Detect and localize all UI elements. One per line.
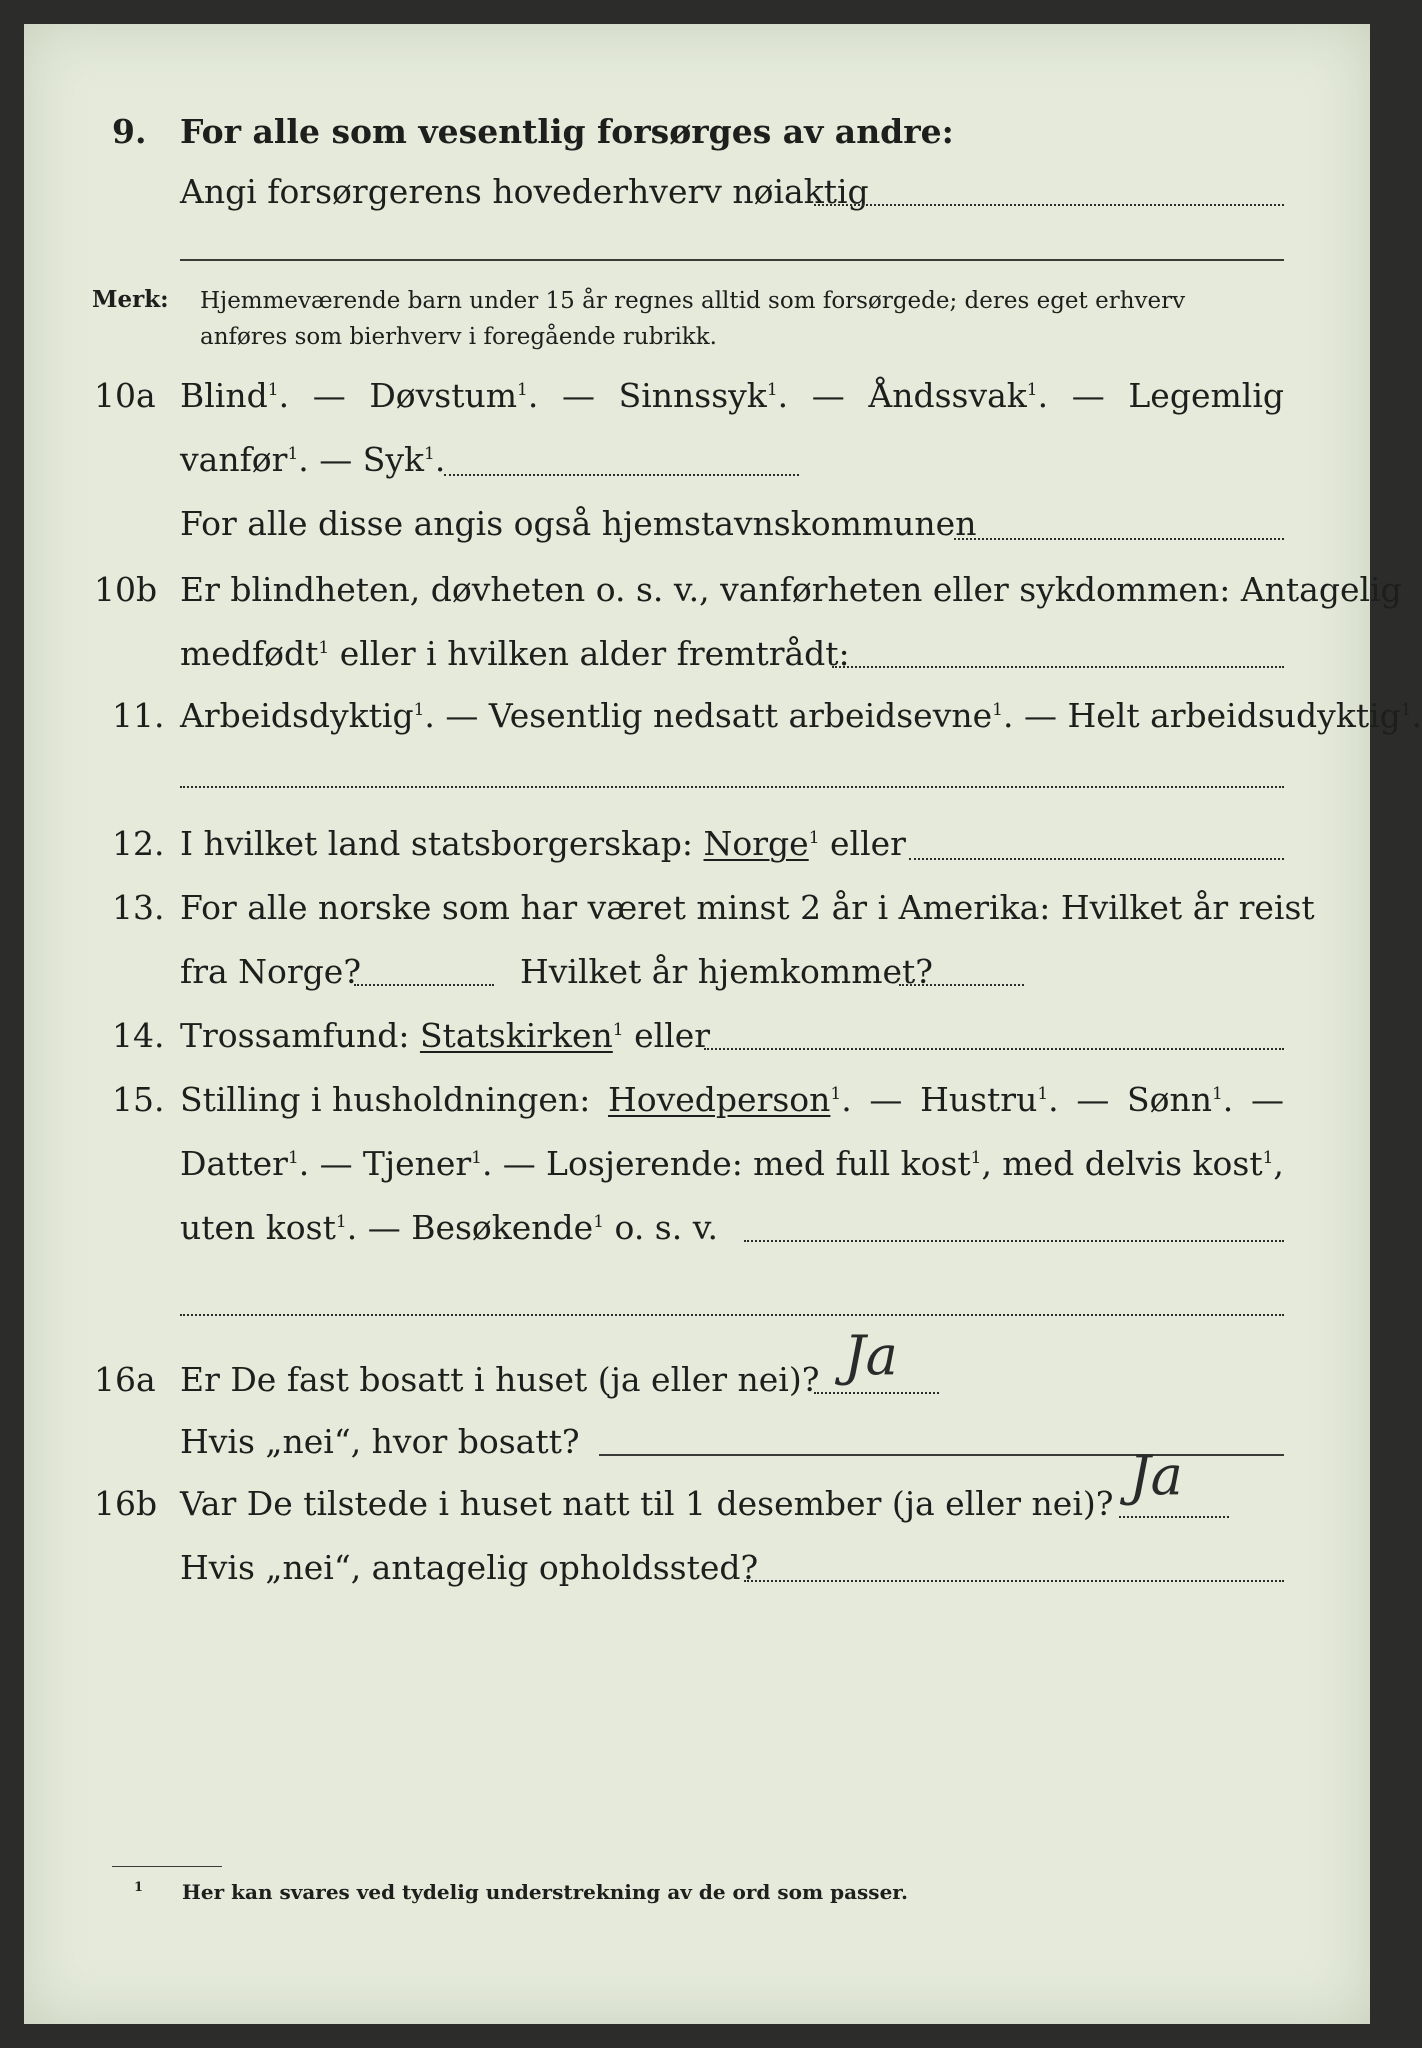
- q12-tail: eller: [830, 824, 906, 863]
- dash: —: [811, 376, 845, 415]
- dash: —: [367, 1208, 401, 1247]
- footnote-text: Her kan svares ved tydelig understrekning av de ord som passer.: [182, 1880, 908, 1904]
- dash: —: [1250, 1080, 1284, 1119]
- q15-extra-field[interactable]: [180, 1314, 1284, 1316]
- q15-losjerende-label: Losjerende:: [546, 1144, 743, 1183]
- q15-option-hustru[interactable]: Hustru$^1$.: [920, 1080, 1059, 1119]
- q15-option-tjener[interactable]: Tjener$^1$.: [362, 1144, 493, 1183]
- q16a-field[interactable]: [814, 1392, 939, 1394]
- dash: —: [1023, 696, 1057, 735]
- q16b-handwritten-answer: Ja: [1129, 1444, 1183, 1507]
- q15-option-uten-kost[interactable]: uten kost$^1$.: [180, 1208, 358, 1247]
- q10a-option-sinnssyk[interactable]: Sinnssyk$^1$.: [618, 376, 789, 415]
- q10a-line1: [180, 376, 1284, 415]
- footnote-rule: [112, 1866, 222, 1867]
- q16a-handwritten-answer: Ja: [844, 1324, 898, 1387]
- q10a-number: 10a: [94, 376, 156, 415]
- q11-number: 11.: [112, 696, 165, 735]
- q15-osv: o. s. v.: [614, 1208, 718, 1247]
- dash: —: [1071, 376, 1105, 415]
- q9-number: 9.: [112, 112, 147, 151]
- q16a-number: 16a: [94, 1360, 156, 1399]
- q12-answer-norge[interactable]: Norge: [703, 824, 809, 863]
- q16a-line2: Hvis „nei“, hvor bosatt?: [180, 1422, 580, 1461]
- q10b-field[interactable]: [832, 666, 1284, 668]
- footnote-mark: 1: [134, 1880, 144, 1895]
- q9-text: Angi forsørgerens hovederhverv nøiaktig: [180, 172, 869, 211]
- q10a-kommune-field[interactable]: [954, 538, 1284, 540]
- q15-option-delvis-kost[interactable]: med delvis kost$^1$,: [1002, 1144, 1284, 1183]
- q14-answer-statskirken[interactable]: Statskirken: [419, 1016, 613, 1055]
- merk-line1: Hjemmeværende barn under 15 år regnes alltid som forsørgede; deres eget erhverv: [200, 288, 1186, 314]
- q10a-option-andssvak[interactable]: Åndssvak$^1$.: [868, 376, 1049, 415]
- q14-tail: eller: [634, 1016, 711, 1055]
- q10a-option-dovstum[interactable]: Døvstum$^1$.: [369, 376, 539, 415]
- q15-option-sonn[interactable]: Sønn$^1$.: [1126, 1080, 1234, 1119]
- dash: —: [502, 1144, 536, 1183]
- q16b-number: 16b: [94, 1484, 158, 1523]
- q14-text: Trossamfund:: [180, 1016, 410, 1055]
- q13-line2b: Hvilket år hjemkommet?: [520, 952, 933, 991]
- q12-number: 12.: [112, 824, 165, 863]
- q15-label: Stilling i husholdningen:: [180, 1080, 591, 1119]
- q13-number: 13.: [112, 888, 165, 927]
- q15-option-full-kost[interactable]: med full kost$^1$,: [753, 1144, 992, 1183]
- dash: —: [869, 1080, 903, 1119]
- dash: —: [562, 376, 595, 415]
- q11-option-udyktig[interactable]: Helt arbeidsudyktig$^1$.: [1067, 696, 1422, 735]
- q13-hjemkommet-field[interactable]: [899, 984, 1024, 986]
- q15-option-datter[interactable]: Datter$^1$.: [180, 1144, 310, 1183]
- q10a-option-blind[interactable]: Blind$^1$.: [180, 376, 290, 415]
- q10b-number: 10b: [94, 570, 158, 609]
- q11-option-nedsatt[interactable]: Vesentlig nedsatt arbeidsevne$^1$.: [488, 696, 1014, 735]
- q15-option-besokende[interactable]: Besøkende$^1$: [411, 1208, 605, 1247]
- merk-label: Merk:: [92, 286, 169, 313]
- dash: —: [445, 696, 479, 735]
- dash: —: [319, 440, 353, 479]
- q12-line: I hvilket land statsborgerskap: Norge$^1$ eller: [180, 824, 906, 863]
- q12-field[interactable]: [909, 858, 1284, 860]
- q14-line: Trossamfund: Statskirken$^1$ eller: [180, 1016, 711, 1055]
- q9-answer-field[interactable]: [814, 204, 1284, 206]
- q16b-opholdssted-field[interactable]: [744, 1580, 1284, 1582]
- q10b-line2-text: eller i hvilken alder fremtrådt:: [339, 634, 850, 673]
- merk-line2: anføres som bierhverv i foregående rubrikk.: [200, 324, 717, 350]
- census-form-page: [24, 24, 1422, 2024]
- dash: —: [319, 1144, 353, 1183]
- dash: —: [312, 376, 346, 415]
- q13-line2a: fra Norge?: [180, 952, 362, 991]
- q16a-line1: Er De fast bosatt i huset (ja eller nei)?: [180, 1360, 820, 1399]
- q9-title: For alle som vesentlig forsørges av andre:: [180, 112, 954, 151]
- q10a-option-legemlig[interactable]: Legemlig: [1128, 376, 1284, 415]
- q11-line: [180, 696, 1422, 735]
- q10a-line2: [180, 440, 445, 479]
- q16b-line2: Hvis „nei“, antagelig opholdssted?: [180, 1548, 759, 1587]
- q10b-option-medfodt[interactable]: medfødt$^1$: [180, 634, 330, 673]
- q10a-option-syk[interactable]: Syk$^1$.: [362, 440, 446, 479]
- q10b-line2: [180, 634, 850, 673]
- q10a-option-vanfor[interactable]: vanfør$^1$.: [180, 440, 309, 479]
- q13-line1: For alle norske som har været minst 2 år i Amerika: Hvilket år reist: [180, 888, 1315, 927]
- q15-number: 15.: [112, 1080, 165, 1119]
- q13-reist-field[interactable]: [354, 984, 494, 986]
- dash: —: [1076, 1080, 1110, 1119]
- q9-blank-line[interactable]: [180, 259, 1284, 261]
- q10b-line1: Er blindheten, døvheten o. s. v., vanførheten eller sykdommen: Antagelig: [180, 570, 1402, 609]
- q16b-line1: Var De tilstede i huset natt til 1 desember (ja eller nei)?: [180, 1484, 1114, 1523]
- q11-field[interactable]: [180, 786, 1284, 788]
- q15-option-hovedperson[interactable]: Hovedperson$^1$.: [607, 1080, 852, 1119]
- q10a-syk-field[interactable]: [444, 474, 799, 476]
- q11-option-arbeidsdyktig[interactable]: Arbeidsdyktig$^1$.: [180, 696, 435, 735]
- q12-text: I hvilket land statsborgerskap:: [180, 824, 694, 863]
- q15-line2: [180, 1144, 1284, 1183]
- q14-field[interactable]: [704, 1048, 1284, 1050]
- q10a-line3: For alle disse angis også hjemstavnskommunen: [180, 504, 977, 543]
- q14-number: 14.: [112, 1016, 165, 1055]
- q16b-field[interactable]: [1119, 1516, 1229, 1518]
- q15-line1: [180, 1080, 1284, 1119]
- q15-line3: [180, 1208, 718, 1247]
- q15-field[interactable]: [744, 1240, 1284, 1242]
